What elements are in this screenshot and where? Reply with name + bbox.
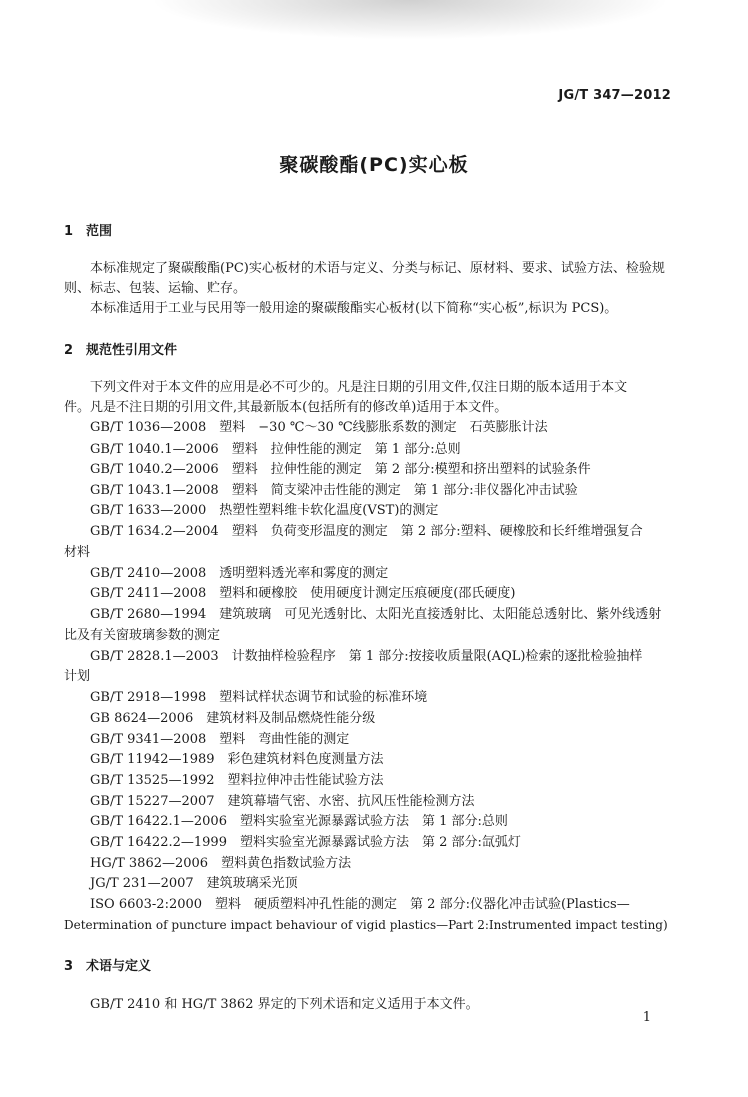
standard-number: JG/T 347—2012 [558,88,671,103]
reference-item: GB/T 2680—1994 建筑玻璃 可见光透射比、太阳光直接透射比、太阳能总透射比、紫外线透射 [90,607,662,622]
reference-item: GB/T 9341—2008 塑料 弯曲性能的测定 [90,732,350,747]
section-number: 3 [64,959,74,974]
document-title: 聚碳酸酯(PC)实心板 [279,154,469,176]
reference-item: GB/T 1043.1—2008 塑料 简支梁冲击性能的测定 第 1 部分:非仪器化冲击试验 [90,483,578,498]
reference-item: GB/T 16422.2—1999 塑料实验室光源暴露试验方法 第 2 部分:氙弧灯 [90,835,521,850]
section-1-heading [64,220,112,239]
section-2-heading [64,339,177,358]
reference-item: GB/T 2828.1—2003 计数抽样检验程序 第 1 部分:按接收质量限(AQL)检索的逐批检验抽样 [90,649,643,664]
section-number: 1 [64,224,74,239]
reference-item: GB/T 1634.2—2004 塑料 负荷变形温度的测定 第 2 部分:塑料、硬橡胶和长纤维增强复合 [90,524,643,539]
paragraph-line: 下列文件对于本文件的应用是必不可少的。凡是注日期的引用文件,仅注日期的版本适用于本文 [90,380,628,395]
scan-artifact [150,0,670,40]
reference-item-cont: 材料 [64,545,91,560]
paragraph-line: GB/T 2410 和 HG/T 3862 界定的下列术语和定义适用于本文件。 [90,997,479,1012]
reference-item: GB/T 2411—2008 塑料和硬橡胶 使用硬度计测定压痕硬度(邵氏硬度) [90,586,516,601]
reference-item: GB/T 16422.1—2006 塑料实验室光源暴露试验方法 第 1 部分:总则 [90,814,508,829]
reference-item: GB/T 11942—1989 彩色建筑材料色度测量方法 [90,752,384,767]
page-number: 1 [642,1010,651,1025]
paragraph-line: 本标准规定了聚碳酸酯(PC)实心板材的术语与定义、分类与标记、原材料、要求、试验方法、检验规 [90,261,665,276]
reference-item-cont: 计划 [64,669,91,684]
reference-item: GB/T 1040.1—2006 塑料 拉伸性能的测定 第 1 部分:总则 [90,442,461,457]
section-3-heading [64,955,151,974]
reference-item: GB/T 2410—2008 透明塑料透光率和雾度的测定 [90,566,389,581]
reference-item: JG/T 231—2007 建筑玻璃采光顶 [90,876,298,891]
reference-item: GB/T 15227—2007 建筑幕墙气密、水密、抗风压性能检测方法 [90,794,475,809]
reference-item: HG/T 3862—2006 塑料黄色指数试验方法 [90,856,352,871]
section-title: 规范性引用文件 [86,343,178,358]
reference-item: GB 8624—2006 建筑材料及制品燃烧性能分级 [90,711,376,726]
paragraph-line: 本标准适用于工业与民用等一般用途的聚碳酸酯实心板材(以下简称“实心板”,标识为 PCS)。 [90,301,618,316]
reference-item: GB/T 13525—1992 塑料拉伸冲击性能试验方法 [90,773,384,788]
reference-item: GB/T 1633—2000 热塑性塑料维卡软化温度(VST)的测定 [90,503,439,518]
reference-item: GB/T 1040.2—2006 塑料 拉伸性能的测定 第 2 部分:模塑和挤出塑料的试验条件 [90,462,591,477]
paragraph-line: 件。凡是不注日期的引用文件,其最新版本(包括所有的修改单)适用于本文件。 [64,400,508,415]
reference-item: GB/T 1036—2008 塑料 −30 ℃～30 ℃线膨胀系数的测定 石英膨胀计法 [90,420,548,435]
section-title: 范围 [86,224,113,239]
reference-item-cont: 比及有关窗玻璃参数的测定 [64,628,221,643]
reference-item: ISO 6603-2:2000 塑料 硬质塑料冲孔性能的测定 第 2 部分:仪器化冲击试验(Plastics— [90,897,630,912]
paragraph-line: 则、标志、包装、运输、贮存。 [64,281,247,296]
section-title: 术语与定义 [86,959,152,974]
section-number: 2 [64,343,74,358]
reference-item-cont: Determination of puncture impact behaviour of vigid plastics—Part 2:Instrumented impact testing) [64,918,668,932]
reference-item: GB/T 2918—1998 塑料试样状态调节和试验的标准环境 [90,690,428,705]
